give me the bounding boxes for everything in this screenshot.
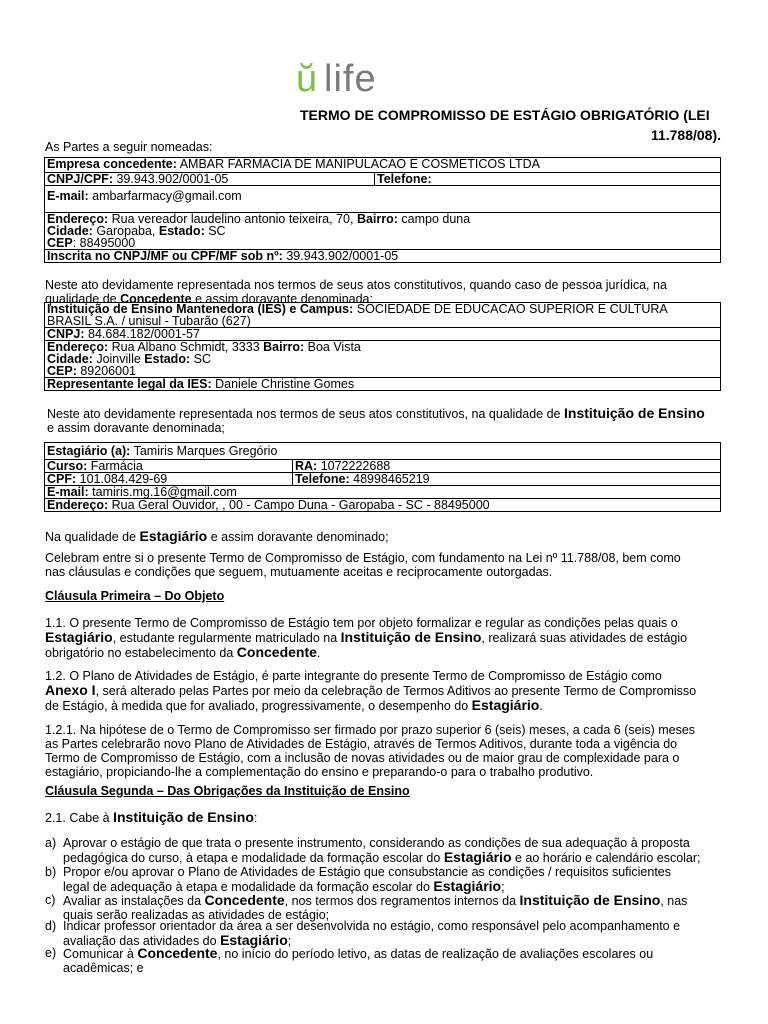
estagiario-email-cell bbox=[45, 486, 721, 499]
text: avaliação das atividades do bbox=[63, 934, 221, 948]
text: Celebram entre si o presente Termo de Compromisso de Estágio, com fundamento na Lei nº 11.788/08, bem como bbox=[45, 551, 681, 565]
ulife-logo bbox=[296, 58, 406, 102]
text: Estagiário bbox=[139, 528, 208, 544]
value: 89206001 bbox=[80, 364, 136, 378]
text: 1.1. O presente Termo de Compromisso de Estágio tem por objeto formalizar e regular as condições pelas quais o bbox=[45, 616, 678, 630]
text: as Partes celebrarão novo Plano de Atividades de Estágio, através de Termos Aditivos, durante toda a vigência do bbox=[45, 737, 678, 751]
text: de Estágio, à medida que for avaliado, progressivamente, o desempenho do bbox=[45, 699, 472, 713]
label: Bairro: bbox=[263, 340, 305, 354]
value: 101.084.429-69 bbox=[79, 472, 168, 486]
text: qualidade de bbox=[45, 292, 121, 306]
label: Estado: bbox=[158, 224, 205, 238]
text: Instituição de Ensino bbox=[340, 629, 482, 645]
value: AMBAR FARMACIA DE MANIPULACAO E COSMETICOS LTDA bbox=[179, 157, 540, 171]
item-label: a) bbox=[45, 836, 57, 850]
paragraph-2-1 bbox=[45, 810, 257, 825]
text: 2.1. Cabe à bbox=[45, 811, 114, 825]
text: 1.2. O Plano de Atividades de Estágio, é parte integrante do presente Termo de Compromisso de Estágio como bbox=[45, 669, 662, 683]
text: , no início do período letivo, as datas de realização de avaliações escolares ou bbox=[217, 947, 654, 961]
value: Garopaba, bbox=[96, 224, 156, 238]
text: legal de adequação à etapa e modalidade da formação escolar do bbox=[63, 880, 434, 894]
text: Instituição de Ensino bbox=[519, 892, 661, 908]
value: 48998465219 bbox=[353, 472, 430, 486]
intro-text: As Partes a seguir nomeadas: bbox=[45, 140, 213, 154]
text: Instituição de Ensino bbox=[113, 809, 254, 825]
text: estagiário, propiciando-lhe a complementação do ensino e preparando-o para o trabalho produtivo. bbox=[45, 765, 594, 779]
label: Curso: bbox=[47, 459, 88, 473]
value: 39.943.902/0001-05 bbox=[286, 249, 399, 263]
text: , realizará suas atividades de estágio bbox=[481, 631, 688, 645]
item-label: e) bbox=[45, 946, 57, 960]
ies-instituicao-cell bbox=[45, 303, 721, 328]
label: CNPJ/CPF: bbox=[47, 172, 113, 186]
empresa-endereco-cell bbox=[45, 213, 721, 250]
item-e bbox=[45, 946, 723, 975]
value: ambarfarmacy@gmail.com bbox=[92, 189, 242, 203]
label: E-mail: bbox=[47, 189, 89, 203]
estagiario-curso-cell bbox=[45, 460, 293, 473]
value: 84.684.182/0001-57 bbox=[88, 327, 200, 341]
label: Cidade: bbox=[47, 352, 93, 366]
estagiario-endereco-cell bbox=[45, 499, 721, 512]
clausula-segunda-heading: Cláusula Segunda – Das Obrigações da Instituição de Ensino bbox=[45, 784, 410, 798]
paragraph-ies bbox=[47, 406, 705, 435]
label: Endereço: bbox=[47, 340, 109, 354]
value: Rua vereador laudelino antonio teixeira, 70, bbox=[111, 212, 354, 226]
text: Anexo I bbox=[45, 682, 96, 698]
label: Telefone: bbox=[377, 172, 432, 186]
title-line-2: 11.788/08). bbox=[650, 127, 721, 143]
text: quais serão realizadas as atividades de estágio; bbox=[63, 908, 330, 922]
label: Bairro: bbox=[356, 212, 398, 226]
text: . bbox=[539, 699, 543, 713]
paragraph-1-1 bbox=[45, 616, 723, 660]
ies-representante-cell bbox=[45, 378, 721, 391]
text: Concedente bbox=[236, 644, 317, 660]
item-a bbox=[45, 836, 723, 865]
value: Joinville bbox=[96, 352, 141, 366]
value: Rua Geral Ouvidor, , 00 - Campo Duna - Garopaba - SC - 88495000 bbox=[111, 498, 490, 512]
paragraph-estagiario bbox=[45, 529, 389, 544]
item-label: c) bbox=[45, 893, 56, 907]
value: SC bbox=[193, 352, 211, 366]
ies-endereco-cell bbox=[45, 341, 721, 378]
value: : 88495000 bbox=[72, 236, 136, 250]
label: Empresa concedente: bbox=[47, 157, 177, 171]
value: Farmácia bbox=[90, 459, 143, 473]
text: e assim doravante denominado; bbox=[207, 530, 389, 544]
item-d bbox=[45, 919, 723, 948]
text: Avaliar as instalações da bbox=[63, 894, 205, 908]
empresa-cnpj-cell bbox=[45, 173, 375, 186]
text: Instituição de Ensino bbox=[564, 405, 705, 421]
text: e assim doravante denominada; bbox=[47, 421, 225, 435]
empresa-concedente-cell bbox=[45, 158, 721, 173]
text: . bbox=[316, 646, 321, 660]
value: 1072222688 bbox=[320, 459, 391, 473]
text: acadêmicas; e bbox=[63, 961, 144, 975]
label: CNPJ: bbox=[47, 327, 85, 341]
label: E-mail: bbox=[47, 485, 89, 499]
text: Propor e/ou aprovar o Plano de Atividades de Estágio que consubstancie as condições / requisitos suficientes bbox=[63, 865, 672, 879]
label: Estado: bbox=[144, 352, 191, 366]
value: Boa Vista bbox=[307, 340, 361, 354]
paragraph-1-2 bbox=[45, 669, 723, 713]
value: Tamiris Marques Gregório bbox=[133, 444, 278, 458]
value: BRASIL S.A. / unisul - Tubarão (627) bbox=[47, 314, 251, 328]
estagiario-telefone-cell bbox=[293, 473, 721, 486]
text: ; bbox=[287, 934, 292, 948]
text: ; bbox=[501, 880, 505, 894]
title-line-1: TERMO DE COMPROMISSO DE ESTÁGIO OBRIGATÓRIO (LEI bbox=[300, 107, 710, 123]
text: , será alterado pelas Partes por meio da celebração de Termos Aditivos ao presente Termo de Compromisso bbox=[95, 684, 697, 698]
item-c bbox=[45, 893, 723, 922]
label: CPF: bbox=[47, 472, 77, 486]
item-label: d) bbox=[45, 919, 57, 933]
text: pedagógica do curso, à etapa e modalidade da formação escolar do bbox=[63, 851, 444, 865]
text: Neste ato devidamente representada nos termos de seus atos constitutivos, na qualidade de bbox=[47, 407, 564, 421]
item-label: b) bbox=[45, 865, 57, 879]
label: Endereço: bbox=[47, 212, 109, 226]
estagiario-cpf-cell bbox=[45, 473, 293, 486]
paragraph-1-2-1 bbox=[45, 723, 723, 779]
label: CEP bbox=[47, 236, 73, 250]
text: , nas bbox=[660, 894, 688, 908]
value: tamiris.mg.16@gmail.com bbox=[92, 485, 237, 499]
value: Daniele Christine Gomes bbox=[215, 377, 355, 391]
text: Concedente bbox=[137, 945, 218, 961]
logo-u: ŭ bbox=[296, 58, 318, 100]
ies-table bbox=[44, 302, 721, 391]
text: 1.2.1. Na hipótese de o Termo de Compromisso ser firmado por prazo superior 6 (seis) meses, a cada 6 (seis) meses bbox=[45, 723, 696, 737]
empresa-telefone-cell bbox=[375, 173, 721, 186]
label: Estagiário (a): bbox=[47, 444, 131, 458]
text: e assim doravante denominada: bbox=[191, 292, 373, 306]
text: Na qualidade de bbox=[45, 530, 140, 544]
text: obrigatório no estabelecimento da bbox=[45, 646, 237, 660]
label: Cidade: bbox=[47, 224, 93, 238]
label: Representante legal da IES: bbox=[47, 377, 212, 391]
text: Termo de Compromisso de Estágio, com a inclusão de novas atividades ou de maior grau de complexidade para o bbox=[45, 751, 680, 765]
text: Estagiário bbox=[471, 697, 540, 713]
label: Endereço: bbox=[47, 498, 109, 512]
label: Instituição de Ensino Mantenedora (IES) e Campus: bbox=[47, 302, 354, 316]
text: Concedente bbox=[120, 292, 192, 306]
text: Comunicar à bbox=[63, 947, 138, 961]
value: 39.943.902/0001-05 bbox=[116, 172, 229, 186]
text: Aprovar o estágio de que trata o presente instrumento, considerando as condições de sua adequação à proposta bbox=[63, 836, 690, 850]
label: CEP: bbox=[47, 364, 77, 378]
text: Estagiário bbox=[45, 629, 113, 645]
text: Neste ato devidamente representada nos termos de seus atos constitutivos, quando caso de pessoa jurídica, na bbox=[45, 278, 667, 292]
ies-cnpj-cell bbox=[45, 328, 721, 341]
estagiario-nome-cell bbox=[45, 443, 721, 460]
item-b bbox=[45, 865, 723, 894]
value: SOCIEDADE DE EDUCACAO SUPERIOR E CULTURA bbox=[356, 302, 668, 316]
estagiario-ra-cell bbox=[293, 460, 721, 473]
value: Rua Albano Schmidt, 3333 bbox=[111, 340, 260, 354]
label: Telefone: bbox=[295, 472, 350, 486]
estagiario-table bbox=[44, 442, 721, 512]
text: nas cláusulas e condições que seguem, mutuamente aceitas e reciprocamente outorgadas. bbox=[45, 565, 553, 579]
text: Estagiário bbox=[443, 849, 512, 865]
empresa-inscrita-cell bbox=[45, 250, 721, 263]
text: Indicar professor orientador da área a ser desenvolvida no estágio, como responsável pelo acompanhamento e bbox=[63, 919, 681, 933]
text: Estagiário bbox=[433, 878, 502, 894]
value: SC bbox=[208, 224, 226, 238]
text: , estudante regularmente matriculado na bbox=[112, 631, 341, 645]
empresa-email-cell bbox=[45, 186, 721, 213]
label: RA: bbox=[295, 459, 318, 473]
clausula-primeira-heading: Cláusula Primeira – Do Objeto bbox=[45, 589, 225, 603]
text: : bbox=[253, 811, 258, 825]
text: e ao horário e calendário escolar; bbox=[511, 851, 701, 865]
text: Concedente bbox=[204, 892, 285, 908]
logo-life: life bbox=[324, 58, 377, 100]
text: , nos termos dos regramentos internos da bbox=[284, 894, 520, 908]
value: campo duna bbox=[401, 212, 471, 226]
label: Inscrita no CNPJ/MF ou CPF/MF sob nº: bbox=[47, 249, 283, 263]
text: Estagiário bbox=[220, 932, 288, 948]
document-title bbox=[300, 108, 721, 142]
paragraph-celebram bbox=[45, 551, 723, 579]
empresa-table bbox=[44, 157, 721, 263]
